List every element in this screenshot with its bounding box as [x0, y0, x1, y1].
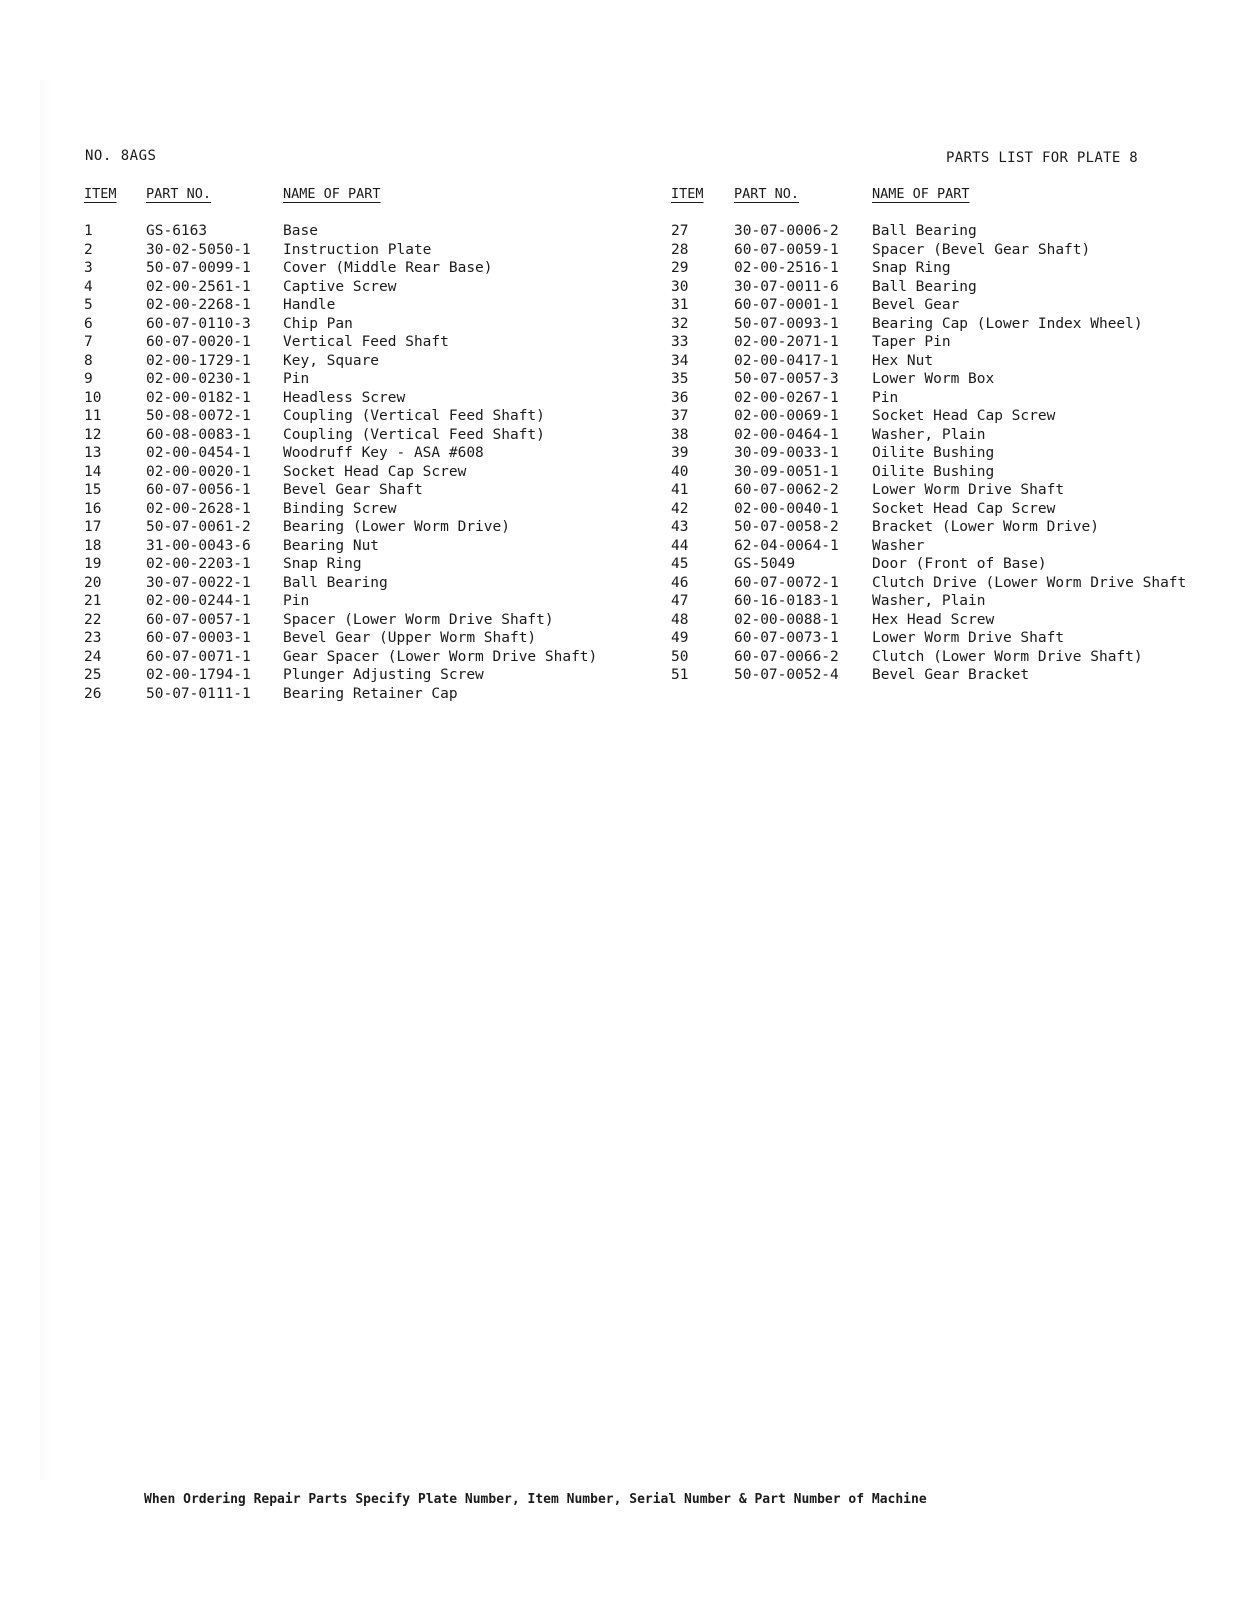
table-row [84, 259, 597, 278]
table-row [84, 611, 597, 630]
table-row [671, 352, 1186, 371]
item-number: 40 [671, 463, 689, 480]
part-name: Socket Head Cap Screw [283, 463, 467, 480]
part-number: 50-07-0111-1 [146, 685, 251, 702]
item-number: 1 [84, 223, 93, 239]
item-number: 48 [671, 611, 689, 628]
part-number: 02-00-2561-1 [146, 278, 251, 295]
item-number: 12 [84, 426, 102, 443]
table-row [671, 315, 1186, 334]
part-number: 50-08-0072-1 [146, 408, 251, 424]
item-number: 37 [671, 408, 689, 424]
part-number: 02-00-2071-1 [734, 334, 839, 350]
part-number: 50-07-0052-4 [734, 667, 839, 683]
item-number: 27 [671, 223, 689, 239]
table-row [84, 278, 597, 297]
part-name: Plunger Adjusting Screw [283, 667, 484, 683]
item-number: 28 [671, 241, 689, 258]
part-name: Gear Spacer (Lower Worm Drive Shaft) [283, 648, 598, 665]
item-number: 39 [671, 445, 689, 461]
part-number: 31-00-0043-6 [146, 537, 251, 554]
part-no-column-header: PART NO. [146, 186, 212, 202]
part-number: 30-07-0022-1 [146, 574, 251, 591]
part-number: 30-09-0051-1 [734, 463, 839, 480]
part-number: 60-07-0072-1 [734, 574, 839, 591]
table-row [84, 352, 597, 371]
part-name: Chip Pan [283, 315, 353, 332]
part-name: Spacer (Lower Worm Drive Shaft) [283, 611, 554, 628]
part-number: 60-16-0183-1 [734, 593, 839, 609]
part-name: Instruction Plate [283, 241, 432, 258]
part-name: Clutch (Lower Worm Drive Shaft) [872, 648, 1143, 665]
part-name: Woodruff Key - ASA #608 [283, 445, 484, 461]
parts-rows-left [84, 222, 597, 703]
plate-title: PARTS LIST FOR PLATE 8 [946, 150, 1139, 166]
item-column-header: ITEM [671, 186, 704, 202]
ordering-note: When Ordering Repair Parts Specify Plate Number, Item Number, Serial Number & Part Number of Machine [144, 1492, 927, 1507]
table-row [84, 592, 597, 611]
item-number: 13 [84, 445, 102, 461]
table-row [84, 481, 597, 500]
table-row [84, 629, 597, 648]
part-name: Bearing (Lower Worm Drive) [283, 519, 510, 535]
part-name: Bearing Nut [283, 537, 380, 554]
part-name: Door (Front of Base) [872, 556, 1047, 572]
part-name: Hex Head Screw [872, 611, 995, 628]
part-number: 50-07-0093-1 [734, 315, 839, 332]
part-name: Ball Bearing [872, 278, 977, 295]
part-name: Bevel Gear [872, 297, 960, 313]
table-header-left [84, 186, 597, 222]
table-row [84, 222, 597, 241]
part-number: 02-00-0267-1 [734, 389, 839, 406]
part-number: 60-07-0020-1 [146, 334, 251, 350]
model-number: NO. 8AGS [85, 148, 157, 164]
table-row [671, 629, 1186, 648]
table-row [84, 296, 597, 315]
item-number: 8 [84, 352, 93, 369]
table-row [84, 407, 597, 426]
item-number: 3 [84, 260, 93, 276]
part-name: Spacer (Bevel Gear Shaft) [872, 241, 1091, 258]
item-number: 25 [84, 667, 102, 683]
item-number: 49 [671, 630, 689, 646]
part-name: Snap Ring [872, 260, 951, 276]
table-row [84, 463, 597, 482]
part-number: GS-5049 [734, 556, 796, 572]
part-name: Bearing Cap (Lower Index Wheel) [872, 315, 1143, 332]
item-number: 7 [84, 334, 93, 350]
part-name: Handle [283, 297, 336, 313]
part-name: Bearing Retainer Cap [283, 685, 458, 702]
part-name: Coupling (Vertical Feed Shaft) [283, 408, 545, 424]
part-name: Taper Pin [872, 334, 951, 350]
item-number: 11 [84, 408, 102, 424]
table-row [671, 611, 1186, 630]
table-row [671, 426, 1186, 445]
table-row [671, 574, 1186, 593]
part-number: 30-09-0033-1 [734, 445, 839, 461]
part-number: 30-07-0011-6 [734, 278, 839, 295]
table-row [671, 407, 1186, 426]
part-name: Lower Worm Drive Shaft [872, 630, 1065, 646]
table-row [84, 555, 597, 574]
item-number: 47 [671, 593, 689, 609]
part-name: Captive Screw [283, 278, 397, 295]
part-number: 02-00-2203-1 [146, 556, 251, 572]
part-name: Cover (Middle Rear Base) [283, 260, 493, 276]
item-number: 18 [84, 537, 102, 554]
table-row [84, 648, 597, 667]
part-number: 02-00-0454-1 [146, 445, 251, 461]
table-row [84, 370, 597, 389]
part-number: 60-07-0057-1 [146, 611, 251, 628]
part-name: Socket Head Cap Screw [872, 500, 1056, 517]
table-row [671, 241, 1186, 260]
table-row [84, 666, 597, 685]
item-number: 45 [671, 556, 689, 572]
part-name: Hex Nut [872, 352, 934, 369]
item-number: 31 [671, 297, 689, 313]
item-number: 46 [671, 574, 689, 591]
item-number: 17 [84, 519, 102, 535]
part-number: 50-07-0099-1 [146, 260, 251, 276]
name-column-header: NAME OF PART [872, 186, 970, 202]
part-number: 30-02-5050-1 [146, 241, 251, 258]
scan-edge-shade [40, 80, 50, 1480]
part-name: Oilite Bushing [872, 463, 995, 480]
part-number: 60-07-0056-1 [146, 482, 251, 498]
table-row [671, 370, 1186, 389]
table-header-right [671, 186, 1186, 222]
part-number: 62-04-0064-1 [734, 537, 839, 554]
item-number: 32 [671, 315, 689, 332]
part-name: Clutch Drive (Lower Worm Drive Shaft [872, 574, 1187, 591]
part-number: 02-00-2628-1 [146, 500, 251, 517]
item-number: 51 [671, 667, 689, 683]
part-number: 02-00-2516-1 [734, 260, 839, 276]
part-no-column-header: PART NO. [734, 186, 800, 202]
table-row [84, 518, 597, 537]
item-number: 23 [84, 630, 102, 646]
item-number: 19 [84, 556, 102, 572]
item-number: 2 [84, 241, 93, 258]
item-number: 33 [671, 334, 689, 350]
part-name: Binding Screw [283, 500, 397, 517]
part-name: Lower Worm Box [872, 371, 995, 387]
part-number: GS-6163 [146, 223, 208, 239]
part-number: 50-07-0058-2 [734, 519, 839, 535]
item-number: 41 [671, 482, 689, 498]
part-number: 02-00-1729-1 [146, 352, 251, 369]
item-number: 34 [671, 352, 689, 369]
table-row [84, 537, 597, 556]
part-name: Socket Head Cap Screw [872, 408, 1056, 424]
part-number: 60-07-0003-1 [146, 630, 251, 646]
table-row [671, 222, 1186, 241]
item-number: 21 [84, 593, 102, 609]
table-row [84, 241, 597, 260]
part-name: Vertical Feed Shaft [283, 334, 449, 350]
part-number: 30-07-0006-2 [734, 223, 839, 239]
part-number: 02-00-0244-1 [146, 593, 251, 609]
parts-table-left [84, 186, 597, 703]
table-row [84, 333, 597, 352]
part-name: Lower Worm Drive Shaft [872, 482, 1065, 498]
table-row [671, 333, 1186, 352]
part-name: Washer, Plain [872, 593, 986, 609]
part-number: 50-07-0057-3 [734, 371, 839, 387]
part-name: Washer [872, 537, 925, 554]
item-number: 9 [84, 371, 93, 387]
table-row [671, 463, 1186, 482]
item-number: 20 [84, 574, 102, 591]
item-number: 42 [671, 500, 689, 517]
item-number: 43 [671, 519, 689, 535]
part-number: 02-00-0230-1 [146, 371, 251, 387]
part-name: Headless Screw [283, 389, 406, 406]
item-number: 16 [84, 500, 102, 517]
table-row [84, 389, 597, 408]
part-number: 02-00-0040-1 [734, 500, 839, 517]
item-number: 15 [84, 482, 102, 498]
item-number: 30 [671, 278, 689, 295]
item-number: 44 [671, 537, 689, 554]
item-number: 10 [84, 389, 102, 406]
part-number: 60-07-0059-1 [734, 241, 839, 258]
part-name: Bevel Gear (Upper Worm Shaft) [283, 630, 537, 646]
item-number: 36 [671, 389, 689, 406]
table-row [671, 555, 1186, 574]
item-number: 4 [84, 278, 93, 295]
part-name: Oilite Bushing [872, 445, 995, 461]
part-name: Pin [283, 371, 310, 387]
table-row [84, 444, 597, 463]
part-number: 02-00-0417-1 [734, 352, 839, 369]
table-row [671, 444, 1186, 463]
part-number: 02-00-2268-1 [146, 297, 251, 313]
item-number: 29 [671, 260, 689, 276]
part-name: Washer, Plain [872, 426, 986, 443]
item-number: 38 [671, 426, 689, 443]
table-row [671, 389, 1186, 408]
part-number: 60-07-0066-2 [734, 648, 839, 665]
table-row [671, 537, 1186, 556]
part-number: 60-07-0110-3 [146, 315, 251, 332]
table-row [84, 574, 597, 593]
part-number: 60-07-0073-1 [734, 630, 839, 646]
item-number: 35 [671, 371, 689, 387]
item-number: 24 [84, 648, 102, 665]
part-number: 60-07-0001-1 [734, 297, 839, 313]
table-row [671, 666, 1186, 685]
part-number: 02-00-0069-1 [734, 408, 839, 424]
part-number: 02-00-1794-1 [146, 667, 251, 683]
table-row [671, 592, 1186, 611]
table-row [84, 685, 597, 704]
part-number: 60-08-0083-1 [146, 426, 251, 443]
table-row [84, 315, 597, 334]
part-number: 02-00-0182-1 [146, 389, 251, 406]
table-row [671, 296, 1186, 315]
part-name: Ball Bearing [872, 223, 977, 239]
item-number: 14 [84, 463, 102, 480]
item-number: 50 [671, 648, 689, 665]
part-name: Key, Square [283, 352, 380, 369]
parts-rows-right [671, 222, 1186, 685]
part-name: Base [283, 223, 318, 239]
item-column-header: ITEM [84, 186, 117, 202]
part-name: Bevel Gear Bracket [872, 667, 1030, 683]
table-row [671, 648, 1186, 667]
part-number: 02-00-0464-1 [734, 426, 839, 443]
part-name: Pin [283, 593, 310, 609]
table-row [671, 481, 1186, 500]
part-number: 60-07-0062-2 [734, 482, 839, 498]
parts-table-right [671, 186, 1186, 685]
part-name: Ball Bearing [283, 574, 388, 591]
part-name: Snap Ring [283, 556, 362, 572]
table-row [671, 278, 1186, 297]
table-row [671, 259, 1186, 278]
table-row [671, 500, 1186, 519]
part-name: Bracket (Lower Worm Drive) [872, 519, 1099, 535]
table-row [671, 518, 1186, 537]
name-column-header: NAME OF PART [283, 186, 381, 202]
part-number: 50-07-0061-2 [146, 519, 251, 535]
table-row [84, 426, 597, 445]
table-row [84, 500, 597, 519]
item-number: 5 [84, 297, 93, 313]
part-name: Bevel Gear Shaft [283, 482, 423, 498]
part-name: Coupling (Vertical Feed Shaft) [283, 426, 545, 443]
item-number: 6 [84, 315, 93, 332]
part-number: 60-07-0071-1 [146, 648, 251, 665]
part-name: Pin [872, 389, 899, 406]
part-number: 02-00-0020-1 [146, 463, 251, 480]
item-number: 26 [84, 685, 102, 702]
item-number: 22 [84, 611, 102, 628]
part-number: 02-00-0088-1 [734, 611, 839, 628]
